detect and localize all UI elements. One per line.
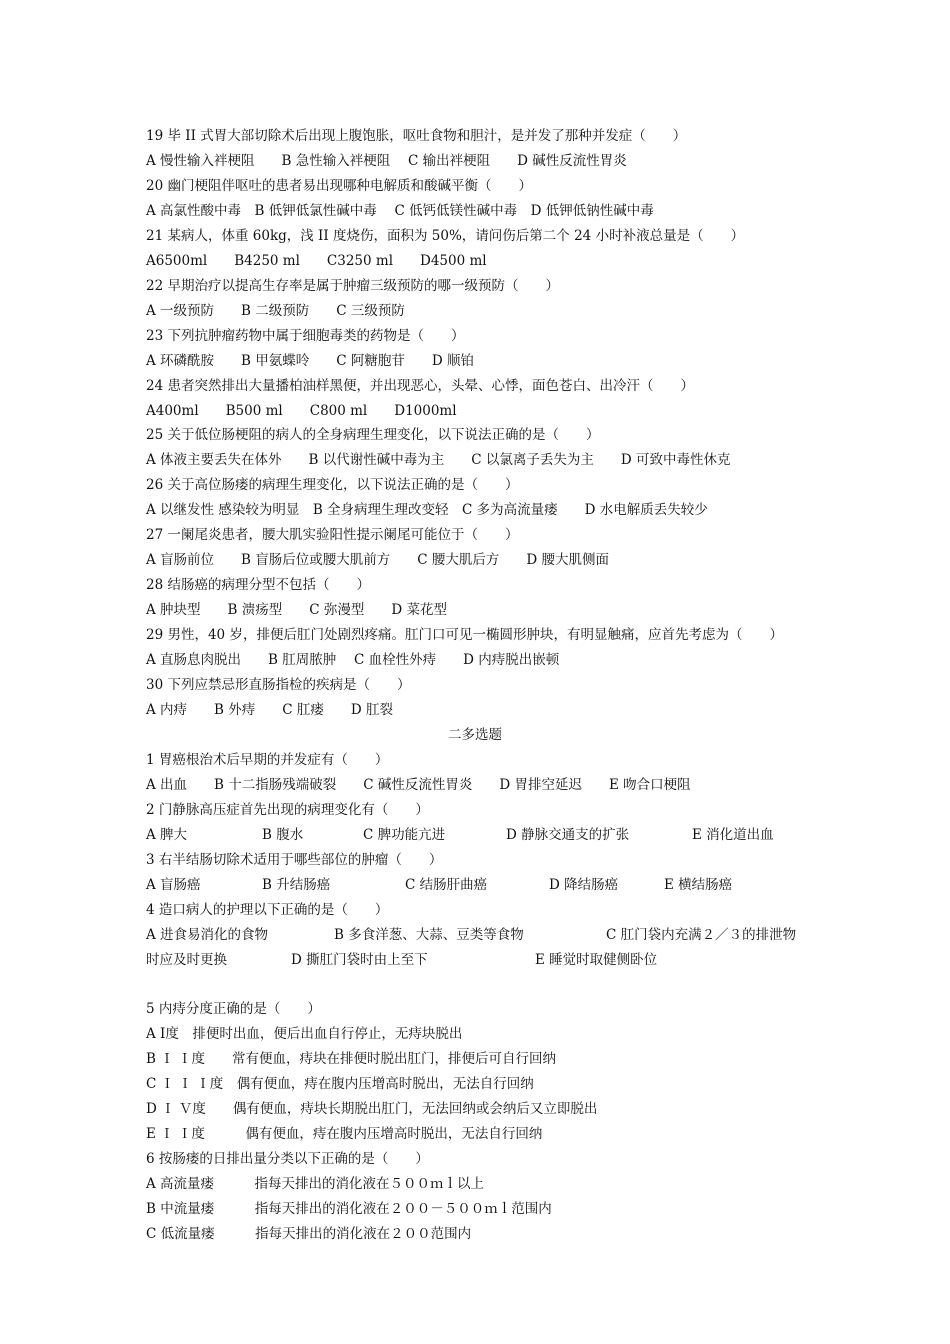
question-30: 30 下列应禁忌形直肠指检的疾病是（ ）	[146, 677, 411, 693]
option-d: D 撕肛门袋时由上至下	[291, 952, 428, 968]
grade-2-repeat: E Ｉ Ｉ度 偶有便血，痔在腹内压增高时脱出，无法自行回纳	[146, 1126, 543, 1142]
mc-options-3	[146, 876, 846, 894]
section-title: 二多选题	[448, 727, 502, 743]
question-28: 28 结肠癌的病理分型不包括（ ）	[146, 577, 370, 593]
option-e: E 睡觉时取健侧卧位	[535, 952, 658, 968]
mc-question-1: 1 胃癌根治术后早期的并发症有（ ）	[146, 752, 389, 768]
options-25: A 体液主要丢失在体外 B 以代谢性碱中毒为主 C 以氯离子丢失为主 D 可致中毒性休克	[146, 452, 731, 468]
grade-3: C Ｉ Ｉ Ｉ度 偶有便血，痔在腹内压增高时脱出，无法自行回纳	[146, 1076, 534, 1092]
mc-question-6: 6 按肠瘘的日排出量分类以下正确的是（ ）	[146, 1151, 429, 1167]
option-d: D 静脉交通支的扩张	[506, 827, 630, 843]
options-30: A 内痔 B 外痔 C 肛瘘 D 肛裂	[146, 702, 393, 718]
options-26: A 以继发性 感染较为明显 B 全身病理生理改变轻 C 多为高流量瘘 D 水电解质丢失较少	[146, 502, 708, 518]
grade-4: D Ｉ Ｖ度 偶有便血，痔块长期脱出肛门，无法回纳或会纳后又立即脱出	[146, 1101, 598, 1117]
options-27: A 盲肠前位 B 盲肠后位或腰大肌前方 C 腰大肌后方 D 腰大肌侧面	[146, 552, 609, 568]
option-e: E 消化道出血	[692, 827, 774, 843]
fistula-high: A 高流量瘘 指每天排出的消化液在５００ｍｌ以上	[146, 1176, 485, 1192]
mc-options-4a	[146, 926, 846, 944]
options-28: A 肿块型 B 溃疡型 C 弥漫型 D 菜花型	[146, 602, 447, 618]
question-19: 19 毕 II 式胃大部切除术后出现上腹饱胀，呕吐食物和胆汁，是并发了那种并发症（ ）	[146, 128, 687, 144]
option-b: B 腹水	[262, 827, 304, 843]
question-20: 20 幽门梗阻伴呕吐的患者易出现哪种电解质和酸碱平衡（ ）	[146, 178, 532, 194]
options-23: A 环磷酰胺 B 甲氨蝶呤 C 阿糖胞苷 D 顺铂	[146, 353, 474, 369]
question-22: 22 早期治疗以提高生存率是属于肿瘤三级预防的哪一级预防（ ）	[146, 278, 559, 294]
option-d: D 降结肠癌	[549, 877, 619, 893]
mc-options-2	[146, 826, 846, 844]
question-25: 25 关于低位肠梗阻的病人的全身病理生理变化，以下说法正确的是（ ）	[146, 427, 600, 443]
fistula-medium: B 中流量瘘 指每天排出的消化液在２００－５００ｍｌ范围内	[146, 1201, 552, 1217]
option-b: B 多食洋葱、大蒜、豆类等食物	[334, 927, 524, 943]
options-29: A 直肠息肉脱出 B 肛周脓肿 C 血栓性外痔 D 内痔脱出嵌顿	[146, 652, 560, 668]
question-21: 21 某病人，体重 60kg，浅 II 度烧伤，面积为 50%，请问伤后第二个 24 小时补液总量是（ ）	[146, 228, 745, 244]
options-22: A 一级预防 B 二级预防 C 三级预防	[146, 303, 405, 319]
question-23: 23 下列抗肿瘤药物中属于细胞毒类的药物是（ ）	[146, 328, 465, 344]
option-a: A 脾大	[146, 827, 188, 843]
options-21: A6500ml B4250 ml C3250 ml D4500 ml	[146, 253, 487, 269]
options-20: A 高氯性酸中毒 B 低钾低氯性碱中毒 C 低钙低镁性碱中毒 D 低钾低钠性碱中毒	[146, 203, 654, 219]
question-26: 26 关于高位肠瘘的病理生理变化，以下说法正确的是（ ）	[146, 477, 519, 493]
option-c: C 脾功能亢进	[363, 827, 446, 843]
question-29: 29 男性，40 岁，排便后肛门处剧烈疼痛。肛门口可见一椭圆形肿块，有明显触痛，应首先考虑为（ ）	[146, 627, 783, 643]
mc-question-3: 3 右半结肠切除术适用于哪些部位的肿瘤（ ）	[146, 852, 443, 868]
option-c-continued: 时应及时更换	[146, 952, 227, 968]
option-a: A 进食易消化的食物	[146, 927, 269, 943]
question-24: 24 患者突然排出大量播柏油样黑便，并出现恶心，头晕、心悸，面色苍白、出冷汗（ ）	[146, 378, 694, 394]
mc-question-5: 5 内痔分度正确的是（ ）	[146, 1001, 321, 1017]
option-a: A 盲肠癌	[146, 877, 201, 893]
grade-1: A Ⅰ度 排便时出血，便后出血自行停止，无痔块脱出	[146, 1026, 463, 1042]
option-c: C 肛门袋内充满２／３的排泄物	[606, 927, 797, 943]
mc-options-1: A 出血 B 十二指肠残端破裂 C 碱性反流性胃炎 D 胃排空延迟 E 吻合口梗阻	[146, 777, 691, 793]
option-e: E 横结肠癌	[664, 877, 733, 893]
fistula-low: C 低流量瘘 指每天排出的消化液在２００范围内	[146, 1226, 472, 1242]
options-24: A400ml B500 ml C800 ml D1000ml	[146, 403, 457, 419]
mc-question-4: 4 造口病人的护理以下正确的是（ ）	[146, 902, 389, 918]
mc-options-4b	[146, 951, 846, 969]
options-19: A 慢性输入袢梗阻 B 急性输入袢梗阻 C 输出袢梗阻 D 碱性反流性胃炎	[146, 153, 627, 169]
grade-2: B Ｉ Ｉ度 常有便血，痔块在排便时脱出肛门，排便后可自行回纳	[146, 1051, 557, 1067]
option-c: C 结肠肝曲癌	[405, 877, 488, 893]
question-27: 27 一阑尾炎患者，腰大肌实验阳性提示阑尾可能位于（ ）	[146, 527, 519, 543]
mc-question-2: 2 门静脉高压症首先出现的病理变化有（ ）	[146, 802, 429, 818]
option-b: B 升结肠癌	[262, 877, 331, 893]
